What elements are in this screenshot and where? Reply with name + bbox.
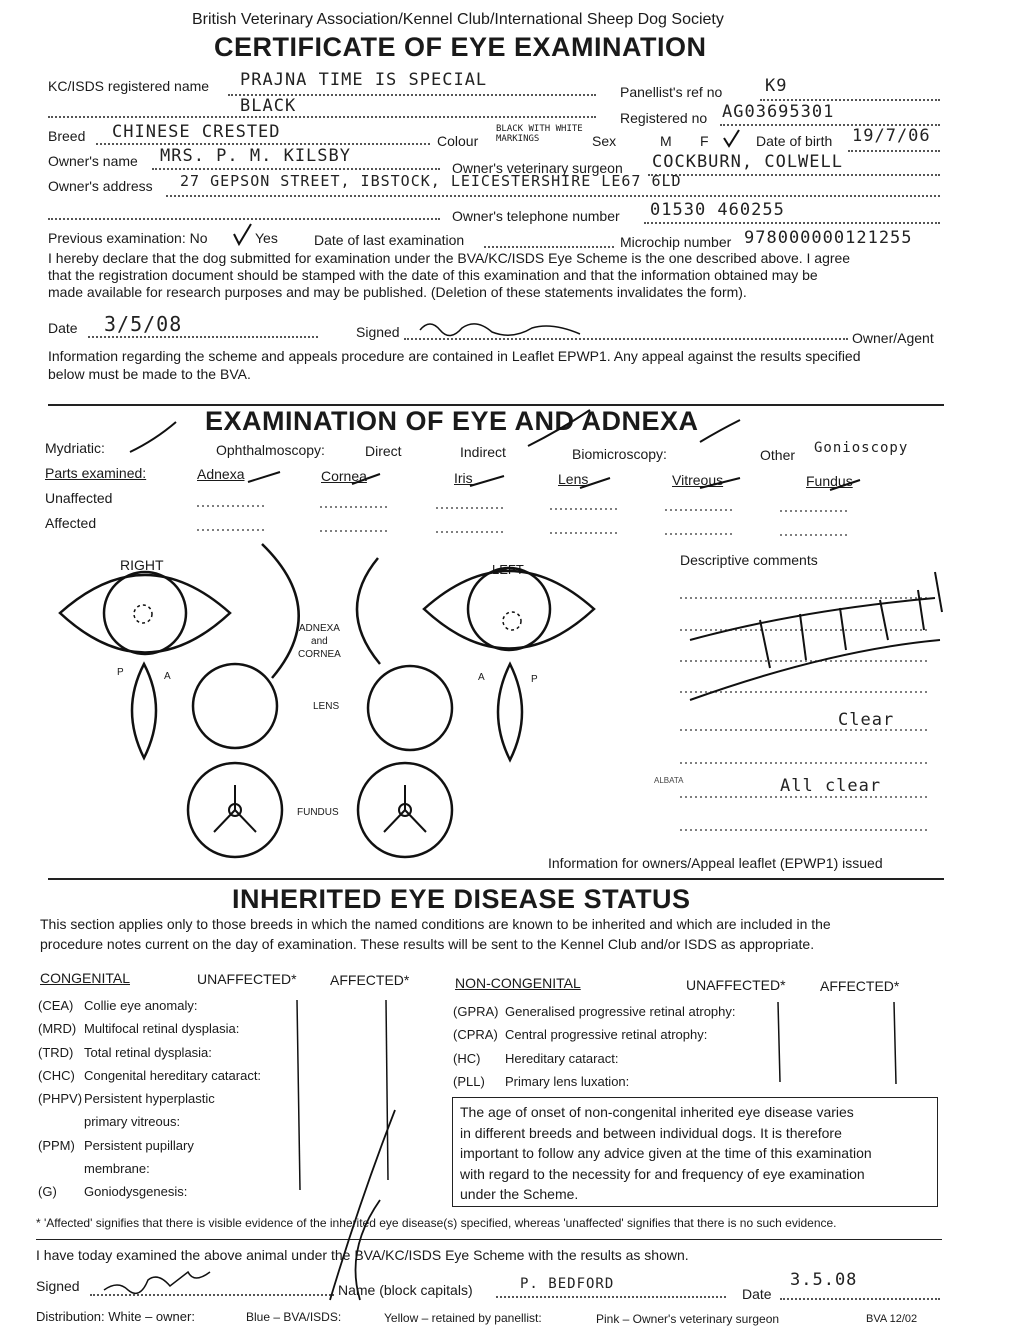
- right-lens-front: [193, 664, 277, 748]
- kc-name-value-2[interactable]: BLACK: [240, 96, 297, 116]
- sex-label: Sex: [592, 133, 617, 149]
- inherited-intro-2: procedure notes current on the day of examination. These results will be sent to the Kennel Club and/or ISDS as appropriate.: [40, 936, 815, 952]
- part-lens[interactable]: Lens: [558, 471, 589, 487]
- right-pupil: [134, 605, 152, 623]
- inherited-intro-1: This section applies only to those breeds in which the named conditions are known to be inherited and which are included in the: [40, 916, 831, 932]
- comment-all-clear[interactable]: All clear: [780, 776, 882, 796]
- label-line: ADNEXA: [298, 623, 340, 634]
- congenital-item: (PHPV) Persistent hyperplastic: [38, 1091, 215, 1107]
- descriptive-comments-label: Descriptive comments: [680, 552, 818, 568]
- left-lens-side: [498, 664, 522, 760]
- congenital-item: (CEA) Collie eye anomaly:: [38, 998, 198, 1013]
- congenital-item: (PPM) Persistent pupillary: [38, 1137, 194, 1153]
- congenital-item: (MRD) Multifocal retinal dysplasia:: [38, 1021, 240, 1037]
- adnexa-cornea-label: [298, 622, 341, 661]
- owner-signature: [420, 324, 580, 336]
- declaration-line: that the registration document should be stamped with the date of this examination and that the information obtained may be: [48, 267, 818, 283]
- owner-name-value[interactable]: MRS. P. M. KILSBY: [160, 146, 351, 166]
- noncongenital-unaffected-heading: UNAFFECTED*: [686, 977, 786, 993]
- microchip-label: Microchip number: [620, 234, 732, 250]
- direct-label[interactable]: Direct: [365, 443, 402, 459]
- noncongenital-item: (PLL) Primary lens luxation:: [453, 1073, 630, 1089]
- congenital-item: (TRD) Total retinal dysplasia:: [38, 1044, 212, 1060]
- panellist-signed-label: Signed: [36, 1278, 80, 1294]
- stamp-text: ALBATA: [654, 776, 684, 785]
- panellist-signature: [104, 1272, 210, 1293]
- anterior-label-right: A: [164, 671, 171, 682]
- sex-f[interactable]: F: [700, 133, 709, 149]
- part-fundus[interactable]: Fundus: [806, 473, 853, 489]
- posterior-label-right: P: [117, 667, 124, 678]
- prev-exam-yes-check: [234, 224, 251, 244]
- colour-value[interactable]: BLACK WITH WHITE MARKINGS: [496, 124, 583, 144]
- panellist-ref-value[interactable]: K9: [765, 76, 788, 96]
- left-eye-label: LEFT: [492, 562, 524, 577]
- part-adnexa[interactable]: Adnexa: [197, 466, 245, 482]
- owner-agent-label: Owner/Agent: [852, 330, 934, 346]
- left-fundus: [358, 763, 452, 857]
- right-iris: [104, 572, 186, 654]
- notice-line: with regard to the necessity for and frequency of eye examination: [460, 1165, 865, 1182]
- inherited-title: INHERITED EYE DISEASE STATUS: [232, 884, 691, 914]
- anterior-label-left: A: [478, 672, 485, 683]
- right-lens-side: [132, 664, 156, 758]
- certificate-title: CERTIFICATE OF EYE EXAMINATION: [214, 32, 707, 62]
- posterior-label-left: P: [531, 674, 538, 685]
- form-code: BVA 12/02: [866, 1313, 918, 1325]
- panellist-ref-label: Panellist's ref no: [620, 84, 723, 100]
- unaffected-label: Unaffected: [45, 490, 113, 506]
- mydriatic-label: Mydriatic:: [45, 440, 105, 456]
- affected-label: Affected: [45, 515, 97, 531]
- right-cornea-arc: [262, 544, 299, 678]
- breed-value[interactable]: CHINESE CRESTED: [112, 122, 281, 142]
- address-label: Owner's address: [48, 178, 153, 194]
- declaration-line: I hereby declare that the dog submitted for examination under the BVA/KC/ISDS Eye Scheme is the one described above. I agree: [48, 250, 851, 266]
- noncongenital-item: (GPRA) Generalised progressive retinal atrophy:: [453, 1004, 736, 1019]
- congenital-item: (G) Goniodysgenesis:: [38, 1184, 188, 1200]
- congenital-item: membrane:: [84, 1161, 150, 1177]
- info-issued: Information for owners/Appeal leaflet (EPWP1) issued: [548, 855, 883, 871]
- congenital-list: [38, 994, 261, 1204]
- indirect-label[interactable]: Indirect: [460, 444, 506, 460]
- microchip-value[interactable]: 978000000121255: [744, 228, 913, 248]
- exam-title: EXAMINATION OF EYE AND ADNEXA: [205, 406, 699, 436]
- kc-name-value[interactable]: PRAJNA TIME IS SPECIAL: [240, 70, 488, 90]
- panellist-date-value[interactable]: 3.5.08: [790, 1270, 858, 1290]
- vet-label: Owner's veterinary surgeon: [452, 160, 623, 176]
- noncongenital-item: (HC) Hereditary cataract:: [453, 1050, 619, 1066]
- notice-line: The age of onset of non-congenital inherited eye disease varies: [460, 1104, 854, 1120]
- left-pupil: [503, 612, 521, 630]
- congenital-item: primary vitreous:: [84, 1114, 181, 1130]
- part-cornea[interactable]: Cornea: [321, 468, 367, 484]
- signed-label: Signed: [356, 324, 400, 340]
- right-eye-outline: [60, 575, 230, 653]
- part-vitreous[interactable]: Vitreous: [672, 472, 724, 488]
- congenital-affected-heading: AFFECTED*: [330, 972, 410, 988]
- prev-exam-label: Previous examination: No: [48, 230, 208, 246]
- left-lens-front: [368, 666, 452, 750]
- date-value[interactable]: 3/5/08: [104, 312, 183, 336]
- dob-label: Date of birth: [756, 133, 833, 149]
- mydriatic-check: [130, 422, 176, 452]
- registered-no-value[interactable]: AG03695301: [722, 102, 835, 122]
- lens-diagram-label: LENS: [313, 701, 340, 712]
- left-cornea-arc: [357, 558, 380, 664]
- left-iris: [468, 568, 550, 650]
- noncongenital-list: [453, 1000, 736, 1093]
- panellist-name-value[interactable]: P. BEDFORD: [520, 1276, 615, 1292]
- declaration-line: made available for research purposes and may be published. (Deletion of these statements invalidates the form).: [48, 284, 747, 300]
- other-label: Other: [760, 447, 796, 463]
- last-exam-label: Date of last examination: [314, 232, 465, 248]
- distribution-label: Distribution: White – owner:: [36, 1309, 195, 1324]
- date-label: Date: [48, 320, 78, 336]
- congenital-item: (CHC) Congenital hereditary cataract:: [38, 1067, 262, 1083]
- congenital-unaffected-heading: UNAFFECTED*: [197, 971, 297, 987]
- comment-clear[interactable]: Clear: [838, 710, 895, 730]
- dob-value[interactable]: 19/7/06: [852, 126, 931, 146]
- part-iris[interactable]: Iris: [454, 470, 473, 486]
- sex-m[interactable]: M: [660, 133, 672, 149]
- distribution-blue: Blue – BVA/ISDS:: [246, 1310, 342, 1324]
- sex-female-check: [724, 130, 739, 146]
- colour-label: Colour: [437, 133, 479, 149]
- left-eye-outline: [424, 571, 594, 649]
- info-line-1: Information regarding the scheme and appeals procedure are contained in Leaflet EPWP1. Any appeal against the results specified: [48, 348, 861, 364]
- noncongenital-item: (CPRA) Central progressive retinal atrophy:: [453, 1027, 708, 1043]
- label-line: and: [311, 636, 328, 647]
- parts-examined-label: Parts examined:: [45, 465, 147, 481]
- notice-line: under the Scheme.: [460, 1186, 579, 1202]
- declaration: [48, 250, 850, 301]
- notice-line: in different breeds and between individual dogs. It is therefore: [460, 1124, 842, 1141]
- onset-notice-box: [452, 1097, 938, 1207]
- owner-name-label: Owner's name: [48, 153, 138, 169]
- kc-name-label: KC/ISDS registered name: [48, 78, 210, 94]
- prev-exam-yes[interactable]: Yes: [255, 230, 278, 246]
- registered-no-label: Registered no: [620, 110, 708, 126]
- vet-value[interactable]: COCKBURN, COLWELL: [652, 152, 843, 172]
- breed-label: Breed: [48, 128, 86, 144]
- distribution-yellow: Yellow – retained by panellist:: [384, 1311, 542, 1325]
- info-line-2: below must be made to the BVA.: [48, 366, 251, 382]
- ophthalmoscopy-label: Ophthalmoscopy:: [216, 442, 325, 458]
- phone-label: Owner's telephone number: [452, 208, 620, 224]
- non-congenital-heading: NON-CONGENITAL: [455, 975, 581, 991]
- fundus-diagram-label: FUNDUS: [297, 807, 339, 818]
- panellist-name-label: Name (block capitals): [338, 1282, 473, 1298]
- examined-statement: I have today examined the above animal under the BVA/KC/ISDS Eye Scheme with the results as shown.: [36, 1247, 689, 1263]
- org-header: British Veterinary Association/Kennel Club/International Sheep Dog Society: [192, 11, 724, 28]
- address-value[interactable]: 27 GEPSON STREET, IBSTOCK, LEICESTERSHIRE LE67 6LD: [180, 172, 682, 190]
- panellist-date-label: Date: [742, 1286, 772, 1302]
- right-fundus: [188, 763, 282, 857]
- label-line: CORNEA: [298, 649, 341, 660]
- other-value[interactable]: Gonioscopy: [814, 440, 909, 456]
- congenital-heading: CONGENITAL: [40, 970, 130, 986]
- right-eye-label: RIGHT: [120, 557, 164, 573]
- phone-value[interactable]: 01530 460255: [650, 200, 785, 220]
- notice-line: important to follow any advice given at the time of this examination: [460, 1145, 872, 1161]
- noncongenital-affected-heading: AFFECTED*: [820, 978, 900, 994]
- affected-footnote: * 'Affected' signifies that there is visible evidence of the inherited eye disease(s) specified, whereas 'unaffected' signifies that there is no such evidence.: [36, 1216, 837, 1230]
- distribution-pink: Pink – Owner's veterinary surgeon: [596, 1312, 780, 1326]
- biomicroscopy-label[interactable]: Biomicroscopy:: [572, 446, 667, 462]
